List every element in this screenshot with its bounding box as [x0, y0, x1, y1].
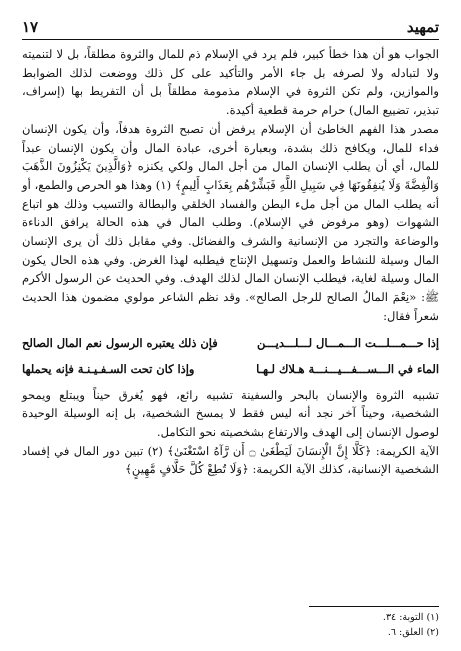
page-number: ١٧ — [22, 18, 39, 36]
header-rule — [22, 39, 439, 40]
paragraph: مصدر هذا الفهم الخاطئ أن الإسلام يرفض أن تصبح الثروة هدفاً، وأن يكون الإنسان فداء للمال، ويكافح ذلك بشدة، وبعبارة أخرى، عبادة المال وأن يكون الإنسان عبداً للمال، أي أن يطلب الإنسان المال من أجل المال ولكي يكنزه ﴿وَالَّذِينَ يَكْنِزُونَ الذَّهَبَ وَالْفِضَّةَ وَلَا يُنفِقُونَهَا فِي سَبِيلِ اللَّهِ فَبَشِّرْهُم بِعَذَابٍ أَلِيمٍ﴾ (١) وهذا هو الحرص والطمع، أو أنه يطلب المال من أجل ملء البطن والفساد الخلقي والبطالة والتسيب وذلك هو اتباع الشهوات (وهو مرفوض في الإسلام). وطلب المال في هذه الحالة يرافق الدناءة والوضاعة والتجرد من الإنسانية والشرف والفضائل. وفي مقابل ذلك أن يرى الإنسان المال وسيلة للنشاط والعمل وتسهيل الإنتاج فيطلبه لهذا الغرض. وفي هذه الحال يكون المال وسيلة لغاية، فيطلب الإنسان المال لذلك الهدف. وفي الحديث عن الرسول الأكرم ﷺ: «نِعْمَ المالُ الصالح للرجل الصالح». وقد نظم الشاعر مولوي مضمون هذا الحديث شعراً فقال: — [22, 121, 439, 323]
footnote: (١) التوبة: ٣٤. — [382, 612, 439, 623]
footnotes — [22, 610, 439, 640]
body-text — [22, 45, 439, 479]
footnote: (٢) العلق: ٦. — [387, 627, 439, 638]
verse-hemistich: وإذا كان تحت السـفـيـنـة فإنه يحملها — [22, 361, 195, 376]
paragraph: الجواب هو أن هذا خطأ كبير، فلم يرد في الإسلام ذم للمال والثروة مطلقاً، بل لا لتنميته ولا لتبادله ولا لصرفه بل جاء الأمر والتأكيد على كل ذلك ووضعت لذلك الضوابط والموازين، ولم تكن الثروة في الإسلام مذمومة مطلقاً بل أن التفريط بها (إسراف، تبذير، تضييع المال) حرام حرمة قطعية أكيدة. — [22, 47, 439, 118]
paragraph: الآية الكريمة: ﴿كَلَّا إِنَّ الْإِنسَانَ لَيَطْغَىٰ ۝ أَن رَّآهُ اسْتَغْنَىٰ﴾ (٢) تبين دور المال في إفساد الشخصية الإنسانية، كذلك الآية الكريمة: ﴿وَلَا تُطِعْ كُلَّ حَلَّافٍ مَّهِينٍ﴾ — [22, 443, 439, 477]
page-header — [22, 14, 439, 36]
chapter-title: تمهيد — [406, 18, 439, 36]
footnote-rule — [309, 606, 439, 607]
verse-hemistich: فإن ذلك يعتبره الرسول نعم المال الصالح — [22, 335, 218, 350]
poem-verse — [22, 334, 439, 378]
verse-hemistich: الماء في الـــســـفـــيـــنـــة هـلاك لـهـا — [256, 361, 439, 376]
verse-hemistich: إذا حـــمـــلـــت الـــمـــال لـــلـــديـــن — [257, 335, 439, 350]
paragraph: تشبيه الثروة والإنسان بالبحر والسفينة تشبيه رائع، فهو يُغرق حيناً ويبتلع ويمحو الشخصية، وحيناً آخر نجد أنه ليس فقط لا يمسخ الشخصية، بل إنه الوسيلة الوحيدة لوصول الإنسان إلى الهدف والارتفاع بشخصيته نحو التكامل. — [22, 387, 439, 439]
